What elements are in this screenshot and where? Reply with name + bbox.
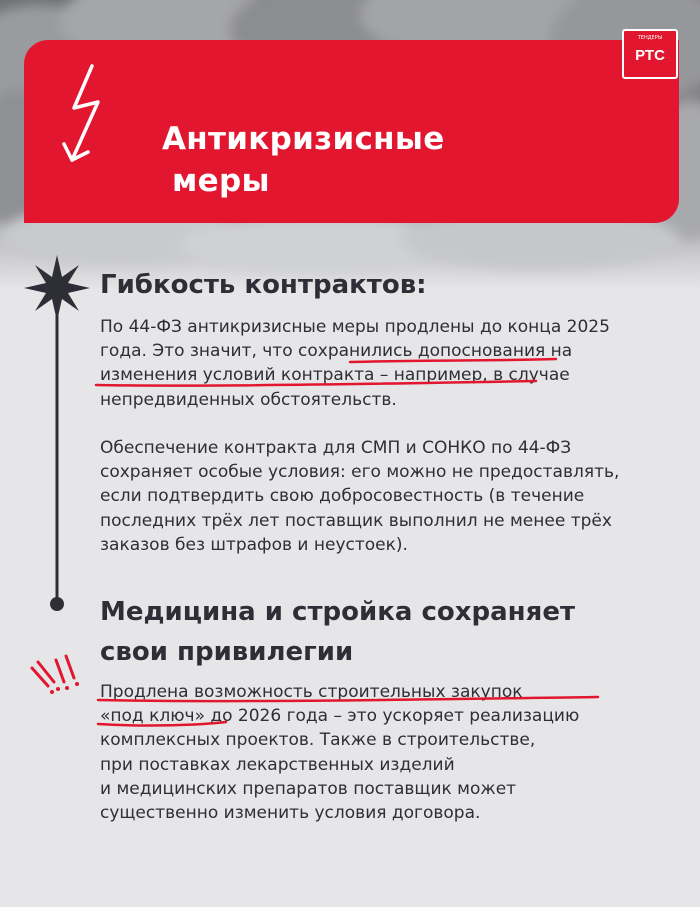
rts-tender-logo <box>622 29 678 79</box>
lightning-arrow-icon <box>58 62 118 172</box>
section1-heading: Гибкость контрактов: <box>100 270 427 300</box>
banner-title <box>162 118 582 202</box>
logo-text: РТС <box>635 47 665 64</box>
section2-paragraph: Продлена возможность строительных закупок «под ключ» до 2026 года – это ускоряет реализацию комплексных проектов. Также в строительстве, при поставках лекарственных изделий и медицинских препаратов поставщик может существенно изменить условия договора. <box>100 682 580 824</box>
banner-title-line1: Антикризисные <box>162 121 445 157</box>
star-burst-icon <box>24 255 90 321</box>
banner-title-line2: меры <box>172 163 270 199</box>
logo-caption: ТЕНДЕРЫ <box>637 35 663 41</box>
exclamation-marks-icon <box>28 654 84 700</box>
section1-paragraph2: Обеспечение контракта для СМП и СОНКО по 44-ФЗ сохраняет особые условия: его можно не предоставлять, если подтвердить свою добросовестность (в течение последних трёх лет поставщик выполнил не менее трёх заказов без штрафов и неустоек). <box>100 438 620 555</box>
section1-paragraph1: По 44-ФЗ антикризисные меры продлены до конца 2025 года. Это значит, что сохранились допоснования на изменения условий контракта – например, в случае непредвиденных обстоятельств. <box>100 317 610 410</box>
section2-heading: Медицина и стройка сохраняет свои привилегии <box>100 597 576 667</box>
timeline-decoration <box>22 255 92 615</box>
